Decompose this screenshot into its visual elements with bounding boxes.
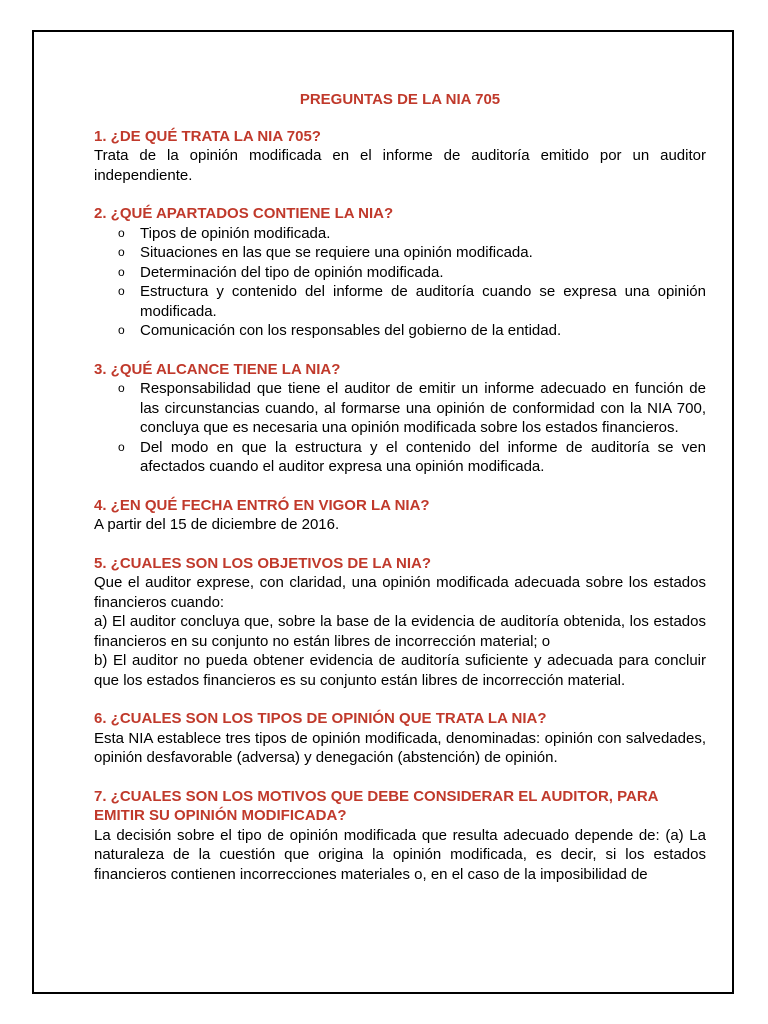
bullet-icon: o: [118, 323, 125, 337]
question-heading: 3. ¿QUÉ ALCANCE TIENE LA NIA?: [94, 360, 341, 378]
question-heading: 7. ¿CUALES SON LOS MOTIVOS QUE DEBE CONSIDERAR EL AUDITOR, PARA EMITIR SU OPINIÓN MODIFICADA?: [94, 787, 658, 824]
list-item-text: Estructura y contenido del informe de auditoría cuando se expresa una opinión modificada.: [140, 283, 706, 320]
list-item: [118, 263, 706, 283]
question-heading: 4. ¿EN QUÉ FECHA ENTRÓ EN VIGOR LA NIA?: [94, 496, 430, 514]
document-page: [32, 30, 734, 994]
bullet-icon: o: [118, 284, 125, 298]
answer-paragraph: b) El auditor no pueda obtener evidencia de auditoría suficiente y adecuada para concluir que los estados financieros es su conjunto están libres de incorrección material.: [94, 652, 706, 689]
bullet-icon: o: [118, 245, 125, 259]
list-item-text: Situaciones en las que se requiere una opinión modificada.: [140, 244, 533, 261]
answer-list: [94, 379, 706, 477]
list-item-text: Del modo en que la estructura y el contenido del informe de auditoría se ven afectados cuando el auditor expresa una opinión modificada.: [140, 438, 706, 475]
list-item: [118, 379, 706, 438]
bullet-icon: o: [118, 225, 125, 240]
bullet-icon: o: [118, 381, 125, 395]
bullet-icon: o: [118, 264, 125, 279]
question-section-2: [94, 204, 706, 341]
answer-paragraph: La decisión sobre el tipo de opinión modificada que resulta adecuado depende de: (a) La naturaleza de la cuestión que origina la opinión modificada, es decir, si los estados financieros contienen incorrecciones materiales o, en el caso de la imposibilidad de: [94, 826, 706, 883]
list-item-text: Tipos de opinión modificada.: [140, 224, 331, 242]
list-item: [118, 224, 706, 244]
question-section-4: [94, 496, 706, 535]
question-section-1: [94, 127, 706, 186]
bullet-icon: o: [118, 439, 125, 454]
list-item: [118, 321, 706, 341]
list-item-text: Responsabilidad que tiene el auditor de emitir un informe adecuado en función de las circunstancias cuando, al formarse una opinión de conformidad con la NIA 700, concluya que es necesaria una opinión modificada sobre los estados financieros.: [140, 380, 706, 436]
answer-paragraph: Trata de la opinión modificada en el informe de auditoría emitido por un auditor independiente.: [94, 147, 706, 184]
list-item: [118, 282, 706, 321]
question-heading: 6. ¿CUALES SON LOS TIPOS DE OPINIÓN QUE TRATA LA NIA?: [94, 710, 547, 727]
list-item-text: Determinación del tipo de opinión modificada.: [140, 263, 444, 281]
answer-list: [94, 224, 706, 341]
question-section-7: [94, 787, 706, 885]
document-title: PREGUNTAS DE LA NIA 705: [299, 91, 501, 108]
answer-paragraph: Esta NIA establece tres tipos de opinión modificada, denominadas: opinión con salvedades, opinión desfavorable (adversa) y denegación (abstención) de opinión.: [94, 729, 706, 766]
answer-paragraph: A partir del 15 de diciembre de 2016.: [94, 516, 340, 533]
answer-paragraph: a) El auditor concluya que, sobre la base de la evidencia de auditoría obtenida, los estados financieros en su conjunto no están libres de incorrección material; o: [94, 613, 706, 650]
question-section-5: [94, 554, 706, 691]
question-heading: 2. ¿QUÉ APARTADOS CONTIENE LA NIA?: [94, 205, 394, 222]
question-section-6: [94, 709, 706, 768]
answer-paragraph: Que el auditor exprese, con claridad, una opinión modificada adecuada sobre los estados financieros cuando:: [94, 574, 706, 611]
document-content: [94, 90, 706, 903]
list-item: [118, 438, 706, 477]
list-item: [118, 243, 706, 263]
question-heading: 5. ¿CUALES SON LOS OBJETIVOS DE LA NIA?: [94, 554, 431, 572]
question-section-3: [94, 360, 706, 477]
question-heading: 1. ¿DE QUÉ TRATA LA NIA 705?: [94, 127, 321, 145]
list-item-text: Comunicación con los responsables del gobierno de la entidad.: [140, 322, 562, 339]
